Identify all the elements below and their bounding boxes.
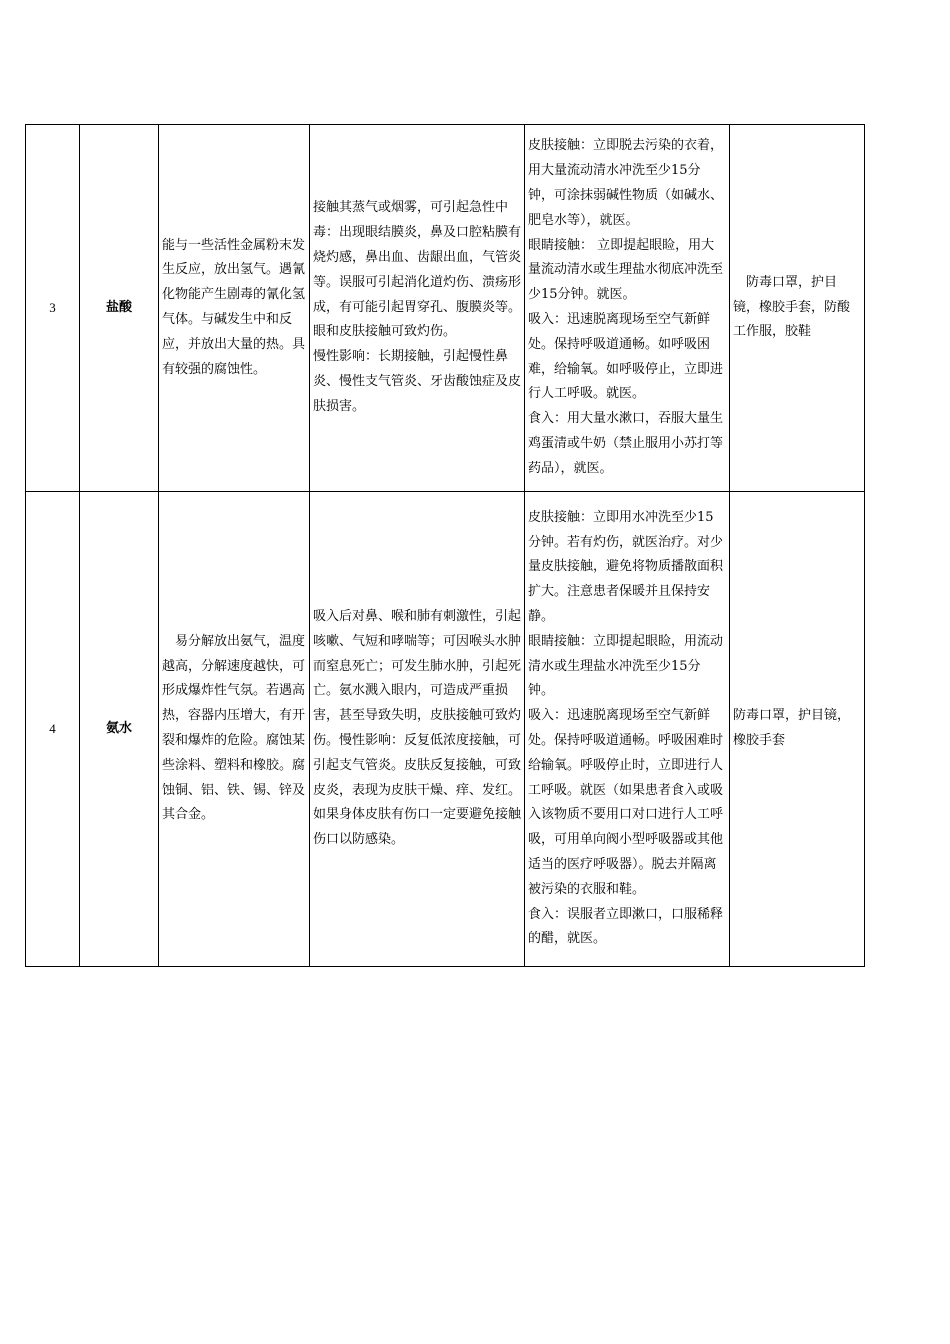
health-hazard-text: 慢性影响：长期接触，引起慢性鼻炎、慢性支气管炎、牙齿酸蚀症及皮肤损害。 [313, 349, 522, 414]
row-index: 3 [26, 125, 80, 492]
row-index: 4 [26, 492, 80, 967]
first-aid-skin: 皮肤接触：立即用水冲洗至少15分钟。若有灼伤，就医治疗。对少量皮肤接触，避免将物质播散面积扩大。注意患者保暖并且保持安静。 [528, 509, 724, 625]
protection-cell: 防毒口罩，护目镜，橡胶手套，防酸工作服，胶鞋 [730, 125, 865, 492]
chemical-name: 盐酸 [80, 125, 159, 492]
table-row [26, 492, 865, 967]
properties-cell: 能与一些活性金属粉末发生反应，放出氢气。遇氰化物能产生剧毒的氰化氢气体。与碱发生中和反应，并放出大量的热。具有较强的腐蚀性。 [159, 125, 310, 492]
health-hazard-cell [310, 492, 525, 967]
first-aid-inhalation: 吸入：迅速脱离现场至空气新鲜处。保持呼吸道通畅。如呼吸困难，给输氧。如呼吸停止，立即进行人工呼吸。就医。 [528, 312, 724, 402]
properties-cell: 易分解放出氨气，温度越高，分解速度越快，可形成爆炸性气氛。若遇高热，容器内压增大，有开裂和爆炸的危险。腐蚀某些涂料、塑料和橡胶。腐蚀铜、铝、铁、锡、锌及其合金。 [159, 492, 310, 967]
chemical-safety-table [25, 124, 865, 967]
first-aid-eyes: 眼睛接触： 立即提起眼睑，用大量流动清水或生理盐水彻底冲洗至少15分钟。就医。 [528, 237, 724, 303]
first-aid-ingestion: 食入：误服者立即漱口，口服稀释的醋，就医。 [528, 906, 724, 947]
health-hazard-text: 吸入后对鼻、喉和肺有刺激性，引起咳嗽、气短和哮喘等；可因喉头水肿而窒息死亡；可发生肺水肿，引起死亡。氨水溅入眼内，可造成严重损害，甚至导致失明，皮肤接触可致灼伤。慢性影响：反复低浓度接触，可引起支气管炎。皮肤反复接触，可致皮炎，表现为皮肤干燥、痒、发红。如果身体皮肤有伤口一定要避免接触伤口以防感染。 [313, 609, 522, 848]
health-hazard-text: 接触其蒸气或烟雾，可引起急性中毒：出现眼结膜炎，鼻及口腔粘膜有烧灼感，鼻出血、齿龈出血，气管炎等。误服可引起消化道灼伤、溃疡形成，有可能引起胃穿孔、腹膜炎等。眼和皮肤接触可致灼伤。 [313, 200, 522, 340]
first-aid-ingestion: 食入：用大量水漱口，吞服大量生鸡蛋清或牛奶（禁止服用小苏打等药品），就医。 [528, 411, 724, 476]
first-aid-cell [525, 492, 730, 967]
first-aid-cell [525, 125, 730, 492]
first-aid-inhalation: 吸入：迅速脱离现场至空气新鲜处。保持呼吸道通畅。呼吸困难时给输氧。呼吸停止时，立即进行人工呼吸。就医（如果患者食入或吸入该物质不要用口对口进行人工呼吸，可用单向阀小型呼吸器或其他适当的医疗呼吸器）。脱去并隔离被污染的衣服和鞋。 [528, 708, 724, 897]
chemical-name: 氨水 [80, 492, 159, 967]
protection-cell: 防毒口罩，护目镜，橡胶手套 [730, 492, 865, 967]
health-hazard-cell [310, 125, 525, 492]
first-aid-eyes: 眼睛接触：立即提起眼睑，用流动清水或生理盐水冲洗至少15分钟。 [528, 633, 724, 699]
first-aid-skin: 皮肤接触：立即脱去污染的衣着，用大量流动清水冲洗至少15分钟，可涂抹弱碱性物质（如碱水、肥皂水等），就医。 [528, 138, 724, 228]
table-row [26, 125, 865, 492]
